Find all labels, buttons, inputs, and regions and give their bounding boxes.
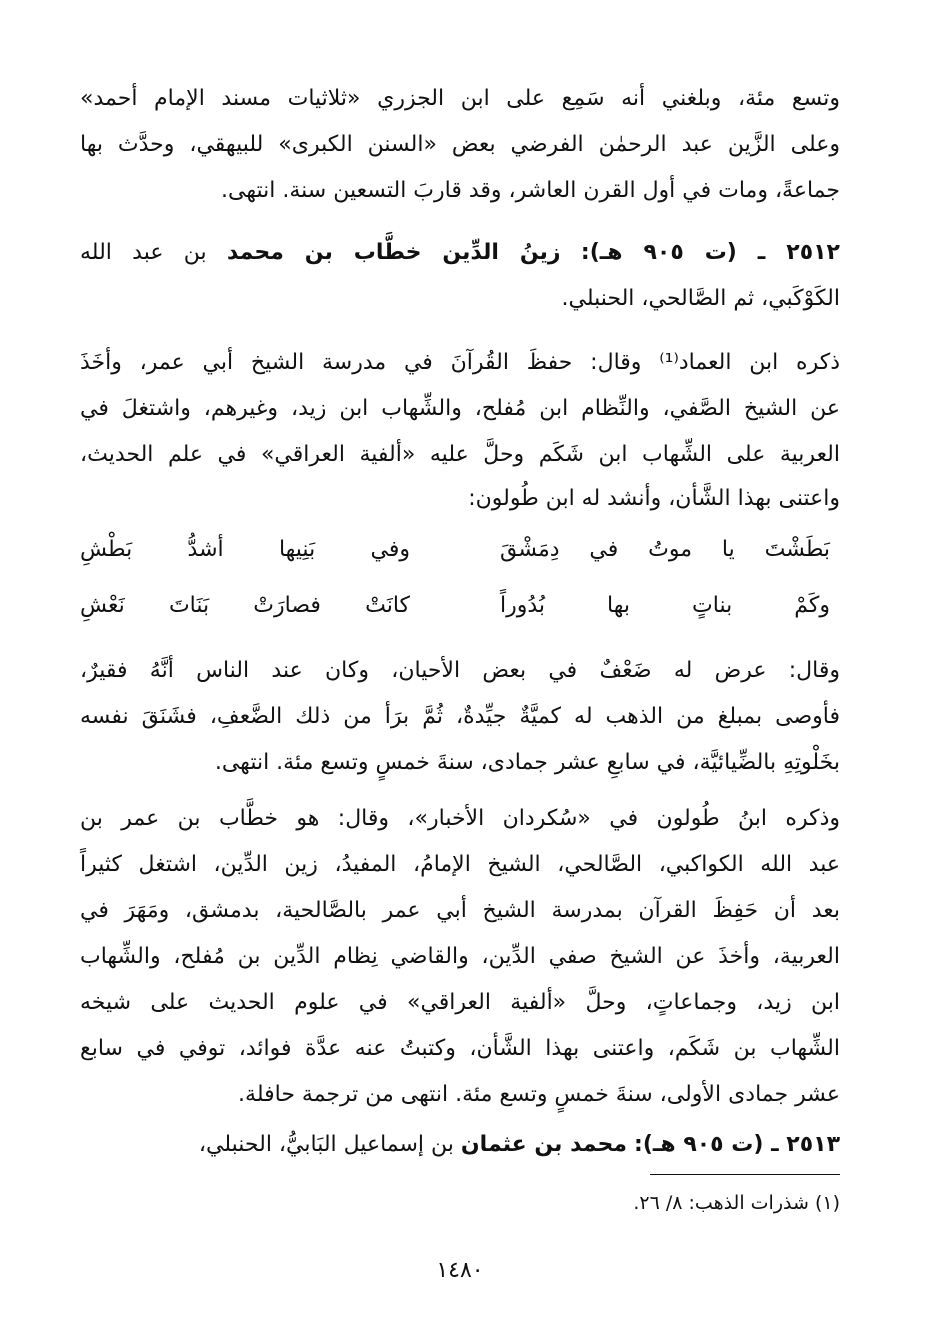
book-page — [80, 70, 840, 1290]
footnote-divider — [650, 1174, 840, 1175]
text-line: وتسع مئة، وبلغني أنه سَمِع على ابن الجزري «ثلاثيات مسند الإمام أحمد» — [80, 86, 840, 111]
verse-hemistich-second: وفي بَنِيها أشدُّ بَطْشِ — [80, 537, 410, 562]
verse-hemistich-second: كانَتْ فصارَتْ بَنَاتَ نَعْشِ — [80, 593, 410, 618]
text-line: بخَلْوتِهِ بالضِّيائيَّة، في سابعِ عشر جمادى، سنةَ خمسٍ وتسع مئة. انتهى. — [214, 750, 840, 775]
text-line: الشِّهاب بن شَكَم، واعتنى بهذا الشَّأن، وكتبتُ عنه عدَّة فوائد، توفي في سابع — [80, 1036, 840, 1061]
verse-line — [80, 532, 840, 568]
entry-name: زينُ الدِّين خطَّاب بن محمد — [226, 240, 561, 265]
entry-number: ٢٥١٣ ـ (ت ٩٠٥ هـ): — [634, 1132, 840, 1157]
text-line: عشر جمادى الأولى، سنةَ خمسٍ وتسع مئة. انتهى من ترجمة حافلة. — [238, 1082, 840, 1107]
verse-hemistich-first: وكَمْ بناتٍ بها بُدُوراً — [500, 593, 830, 618]
entry-heading-2512 — [80, 238, 840, 268]
entry-name: محمد بن عثمان — [460, 1132, 628, 1157]
text-line: وعلى الزَّين عبد الرحمٰن الفرضي بعض «السنن الكبرى» للبيهقي، وحدَّث بها — [80, 132, 840, 157]
verse-hemistich-first: بَطَشْتَ يا موتُ في دِمَشْقَ — [500, 537, 830, 562]
entry-name-rest: بن عبد الله — [80, 240, 207, 265]
text-line: فأوصى بمبلغ من الذهب له كميَّةٌ جيِّدةٌ، ثُمَّ برَأ من ذلك الضَّعفِ، فشَنَقَ نفسه — [80, 704, 840, 729]
text-line: ذكره ابن العماد⁽¹⁾ وقال: حفظَ القُرآنَ في مدرسة الشيخ أبي عمر، وأخَذَ — [80, 350, 840, 375]
text-line: العربية على الشِّهاب ابن شَكَم وحلَّ عليه «ألفية العراقي» في علم الحديث، — [80, 442, 840, 467]
page-number: ١٤٨٠ — [436, 1258, 484, 1283]
text-line: واعتنى بهذا الشَّأن، وأنشد له ابن طُولون: — [468, 486, 840, 511]
text-line: عبد الله الكواكبي، الصَّالحي، الشيخ الإمامُ، المفيدُ، زين الدِّين، اشتغل كثيراً — [80, 852, 840, 877]
text-line: بعد أن حَفِظَ القرآن بمدرسة الشيخ أبي عمر بالصَّالحية، بدمشق، ومَهَرَ في — [80, 898, 840, 923]
text-line: جماعةً، ومات في أول القرن العاشر، وقد قاربَ التسعين سنة. انتهى. — [221, 178, 840, 203]
entry-heading-2513 — [80, 1130, 840, 1160]
text-line: العربية، وأخذَ عن الشيخ صفي الدِّين، والقاضي نِظام الدِّين بن مُفلح، والشِّهاب — [80, 944, 840, 969]
text-line: عن الشيخ الصَّفي، والنِّظام ابن مُفلح، والشِّهاب ابن زيد، وغيرهم، واشتغلَ في — [80, 396, 840, 421]
entry-number: ٢٥١٢ ـ (ت ٩٠٥ هـ): — [580, 240, 840, 265]
text-line: وقال: عرض له ضَعْفٌ في بعض الأحيان، وكان عند الناس أنَّهُ فقيرٌ، — [80, 658, 840, 683]
verse-line — [80, 588, 840, 624]
text-line: ابن زيد، وجماعاتٍ، وحلَّ «ألفية العراقي» في علوم الحديث على شيخه — [80, 990, 840, 1015]
text-line: وذكره ابنُ طُولون في «سُكردان الأخبار»، وقال: هو خطَّاب بن عمر بن — [80, 806, 840, 831]
text-line: الكَوْكَبي، ثم الصَّالحي، الحنبلي. — [561, 286, 840, 311]
entry-name-rest: بن إسماعيل البَابيُّ، الحنبلي، — [198, 1132, 454, 1157]
footnote: (١) شذرات الذهب: ٨/ ٢٦. — [633, 1192, 840, 1214]
